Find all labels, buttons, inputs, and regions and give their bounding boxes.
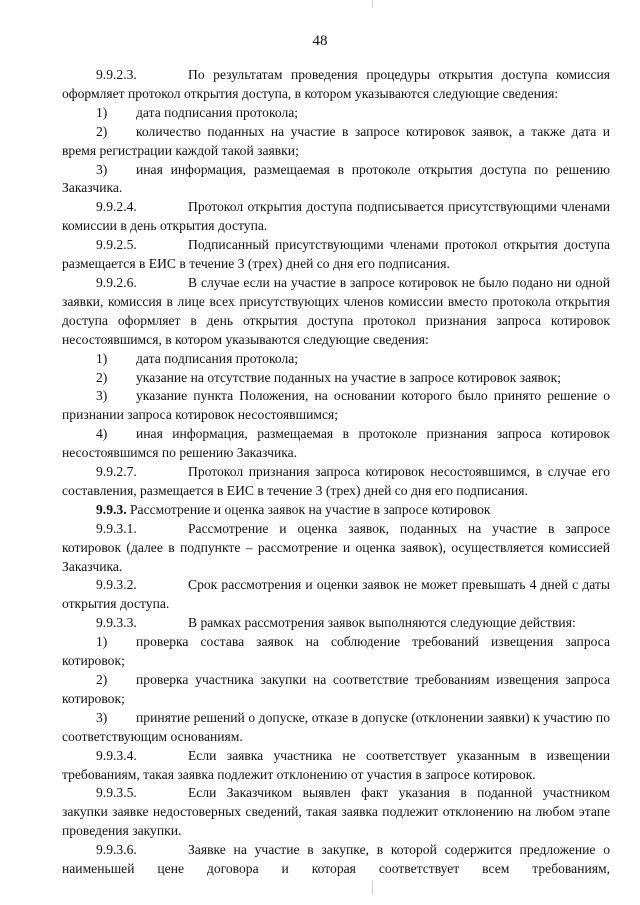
list-item-text: количество поданных на участие в запросе котировок заявок, а также дата и время регистрации каждой такой заявки; [62,123,610,158]
paragraph-9-9-2-6 [62,274,610,350]
list-item [62,425,610,463]
paragraph-9-9-2-7 [62,463,610,501]
paragraph-text: Срок рассмотрения и оценки заявок не может превышать 4 дней с даты открытия доступа. [62,577,610,612]
paragraph-9-9-3-5 [62,784,610,841]
paragraph-text: Заявке на участие в закупке, в которой содержится предложение о наименьшей цене договора и которая соответствует всем требованиям, [62,842,610,877]
paragraph-9-9-3-4 [62,747,610,785]
list-item-text: указание на отсутствие поданных на участие в запросе котировок заявок; [136,369,561,385]
clause-number: 9.9.3.4. [96,747,137,763]
list-item [62,633,610,671]
clause-number: 9.9.3.5. [96,785,137,801]
page-number: 48 [312,33,328,49]
paragraph-text: В рамках рассмотрения заявок выполняются следующие действия: [188,615,576,631]
section-number: 9.9.3. [96,501,127,517]
list-number: 2) [96,123,108,139]
list-number: 3) [96,161,108,177]
section-heading-text: Рассмотрение и оценка заявок на участие в запросе котировок [130,501,491,517]
section-heading-9-9-3 [62,501,610,520]
paragraph-9-9-3-1 [62,520,610,577]
paragraph-9-9-3-6 [62,841,610,879]
document-body [62,66,610,879]
list-item [62,387,610,425]
paragraph-text: Рассмотрение и оценка заявок, поданных на участие в запросе котировок (далее в подпункте – рассмотрение и оценка заявок), осуществляется комиссией Заказчика. [62,520,610,574]
paragraph-9-9-3-3 [62,614,610,633]
paragraph-9-9-2-4 [62,198,610,236]
paragraph-text: По результатам проведения процедуры открытия доступа комиссия оформляет протокол открытия доступа, в котором указываются следующие сведения: [62,67,610,101]
paragraph-text: Протокол признания запроса котировок несостоявшимся, в случае его составления, размещается в ЕИС в течение 3 (трех) дней со дня его подписания. [62,464,610,498]
list-number: 3) [96,388,108,404]
list-item [62,104,610,123]
clause-number: 9.9.2.3. [96,67,137,82]
list-number: 1) [96,350,108,366]
list-item [62,369,610,388]
paragraph-9-9-3-2 [62,576,610,614]
list-item-text: принятие решений о допуске, отказе в допуске (отклонении заявки) к участию по соответствующим основаниям. [62,709,610,744]
list-item-text: иная информация, размещаемая в протоколе признания запроса котировок несостоявшимся по решению Заказчика. [62,426,610,461]
list-item [62,671,610,709]
list-item-text: иная информация, размещаемая в протоколе открытия доступа по решению Заказчика. [62,161,610,196]
list-number: 1) [96,104,108,120]
list-item [62,350,610,369]
paragraph-text: Если заявка участника не соответствует указанным в извещении требованиям, такая заявка подлежит отклонению от участия в запросе котировок. [62,747,610,782]
clause-number: 9.9.3.2. [96,577,137,593]
clause-number: 9.9.2.6. [96,274,137,290]
clause-number: 9.9.2.5. [96,237,137,253]
paragraph-9-9-2-3 [62,66,610,104]
list-number: 2) [96,369,108,385]
list-item-text: дата подписания протокола; [136,104,299,120]
list-item [62,709,610,747]
list-item-text: проверка участника закупки на соответствие требованиям извещения запроса котировок; [62,672,610,706]
clause-number: 9.9.3.3. [96,615,137,631]
list-number: 2) [96,672,108,687]
paragraph-text: Протокол открытия доступа подписывается присутствующими членами комиссии в день открытия доступа. [62,199,610,234]
list-number: 3) [96,709,108,725]
list-item [62,161,610,199]
clause-number: 9.9.2.7. [96,464,137,480]
paragraph-text: Подписанный присутствующими членами протокол открытия доступа размещается в ЕИС в течение 3 (трех) дней со дня его подписания. [62,237,610,272]
list-item-text: дата подписания протокола; [136,350,299,366]
paragraph-text: В случае если на участие в запросе котировок не было подано ни одной заявки, комиссия в лице всех присутствующих членов комиссии вместо протокола открытия доступа оформляет в день открытия доступа протокол признания запроса котировок несостоявшимся, в котором указываются следующие сведения: [62,274,610,347]
list-item-text: указание пункта Положения, на основании которого было принято решение о признании запроса котировок несостоявшимся; [62,388,610,423]
paragraph-9-9-2-5 [62,236,610,274]
list-item-text: проверка состава заявок на соблюдение требований извещения запроса котировок; [62,634,610,669]
paragraph-text: Если Заказчиком выявлен факт указания в поданной участником закупки заявке недостоверных сведений, такая заявка подлежит отклонению на любом этапе проведения закупки. [62,785,610,839]
clause-number: 9.9.3.6. [96,842,137,858]
clause-number: 9.9.3.1. [96,520,137,536]
scan-mark-bottom [372,880,373,894]
clause-number: 9.9.2.4. [96,199,137,215]
list-number: 4) [96,426,108,442]
scan-mark-top [372,0,373,8]
list-number: 1) [96,634,108,650]
list-item [62,123,610,161]
